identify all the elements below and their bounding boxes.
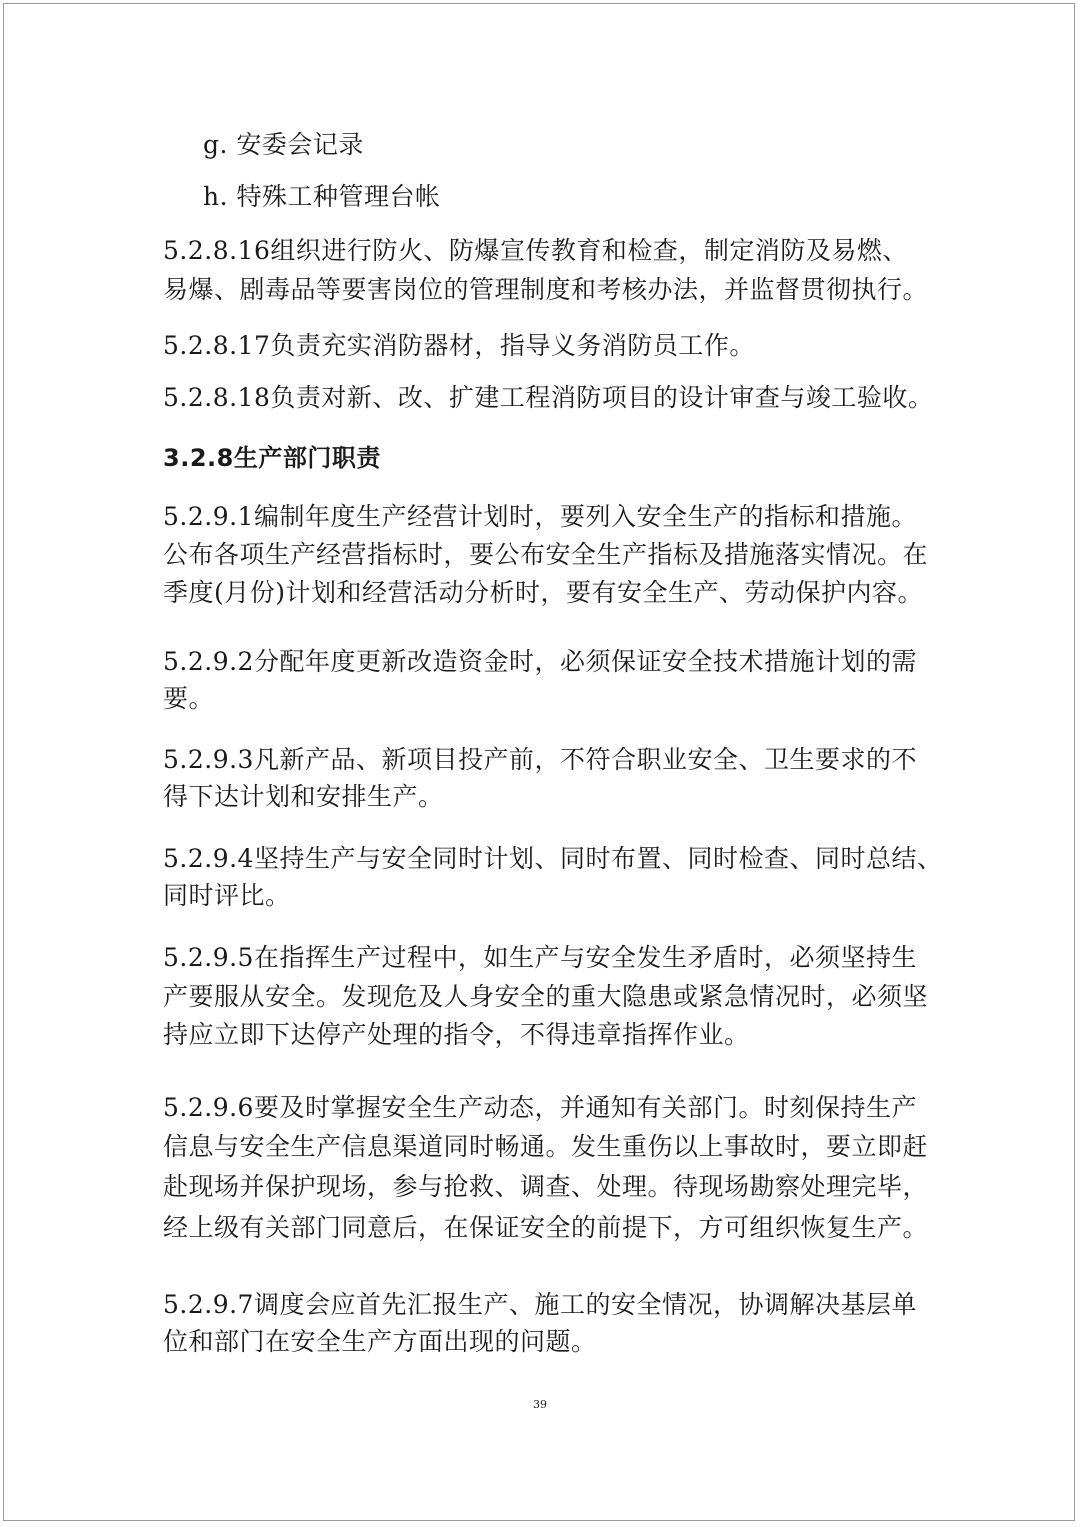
text-line: 产要服从安全。发现危及人身安全的重大隐患或紧急情况时，必须坚 [163,982,929,1011]
text-line: 季度(月份)计划和经营活动分析时，要有安全生产、劳动保护内容。 [163,578,924,607]
text-line: 得下达计划和安排生产。 [163,782,444,811]
text-line: 要。 [163,684,215,713]
page-number: 39 [533,1398,547,1411]
text-line: 公布各项生产经营指标时，要公布安全生产指标及措施落实情况。在 [163,540,929,569]
text-line: 5.2.9.4坚持生产与安全同时计划、同时布置、同时检查、同时总结、 [163,844,943,873]
text-line: 5.2.9.3凡新产品、新项目投产前，不符合职业安全、卫生要求的不 [163,745,917,774]
text-line: 5.2.8.17负责充实消防器材，指导义务消防员工作。 [163,331,755,360]
text-line: 5.2.9.2分配年度更新改造资金时，必须保证安全技术措施计划的需 [163,647,917,676]
text-line: 位和部门在安全生产方面出现的问题。 [163,1327,597,1356]
text-line: 5.2.9.1编制年度生产经营计划时，要列入安全生产的指标和措施。 [163,502,917,531]
text-line: 信息与安全生产信息渠道同时畅通。发生重伤以上事故时，要立即赶 [163,1132,929,1161]
text-line: 5.2.9.7调度会应首先汇报生产、施工的安全情况，协调解决基层单 [163,1290,917,1319]
text-line: 同时评比。 [163,881,291,910]
list-item-g: g. 安委会记录 [203,130,364,159]
section-heading: 3.2.8生产部门职责 [163,444,381,472]
text-line: 5.2.9.5在指挥生产过程中，如生产与安全发生矛盾时，必须坚持生 [163,943,917,972]
text-line: 经上级有关部门同意后，在保证安全的前提下，方可组织恢复生产。 [163,1213,929,1242]
text-line: 易爆、剧毒品等要害岗位的管理制度和考核办法，并监督贯彻执行。 [163,275,929,304]
text-line: 5.2.9.6要及时掌握安全生产动态，并通知有关部门。时刻保持生产 [163,1093,917,1122]
text-line: 5.2.8.16组织进行防火、防爆宣传教育和检查，制定消防及易燃、 [163,236,908,265]
text-line: 5.2.8.18负责对新、改、扩建工程消防项目的设计审查与竣工验收。 [163,383,934,412]
text-line: 赴现场并保护现场，参与抢救、调查、处理。待现场勘察处理完毕， [163,1172,929,1201]
list-item-h: h. 特殊工种管理台帐 [203,182,441,211]
text-line: 持应立即下达停产处理的指令，不得违章指挥作业。 [163,1020,750,1049]
